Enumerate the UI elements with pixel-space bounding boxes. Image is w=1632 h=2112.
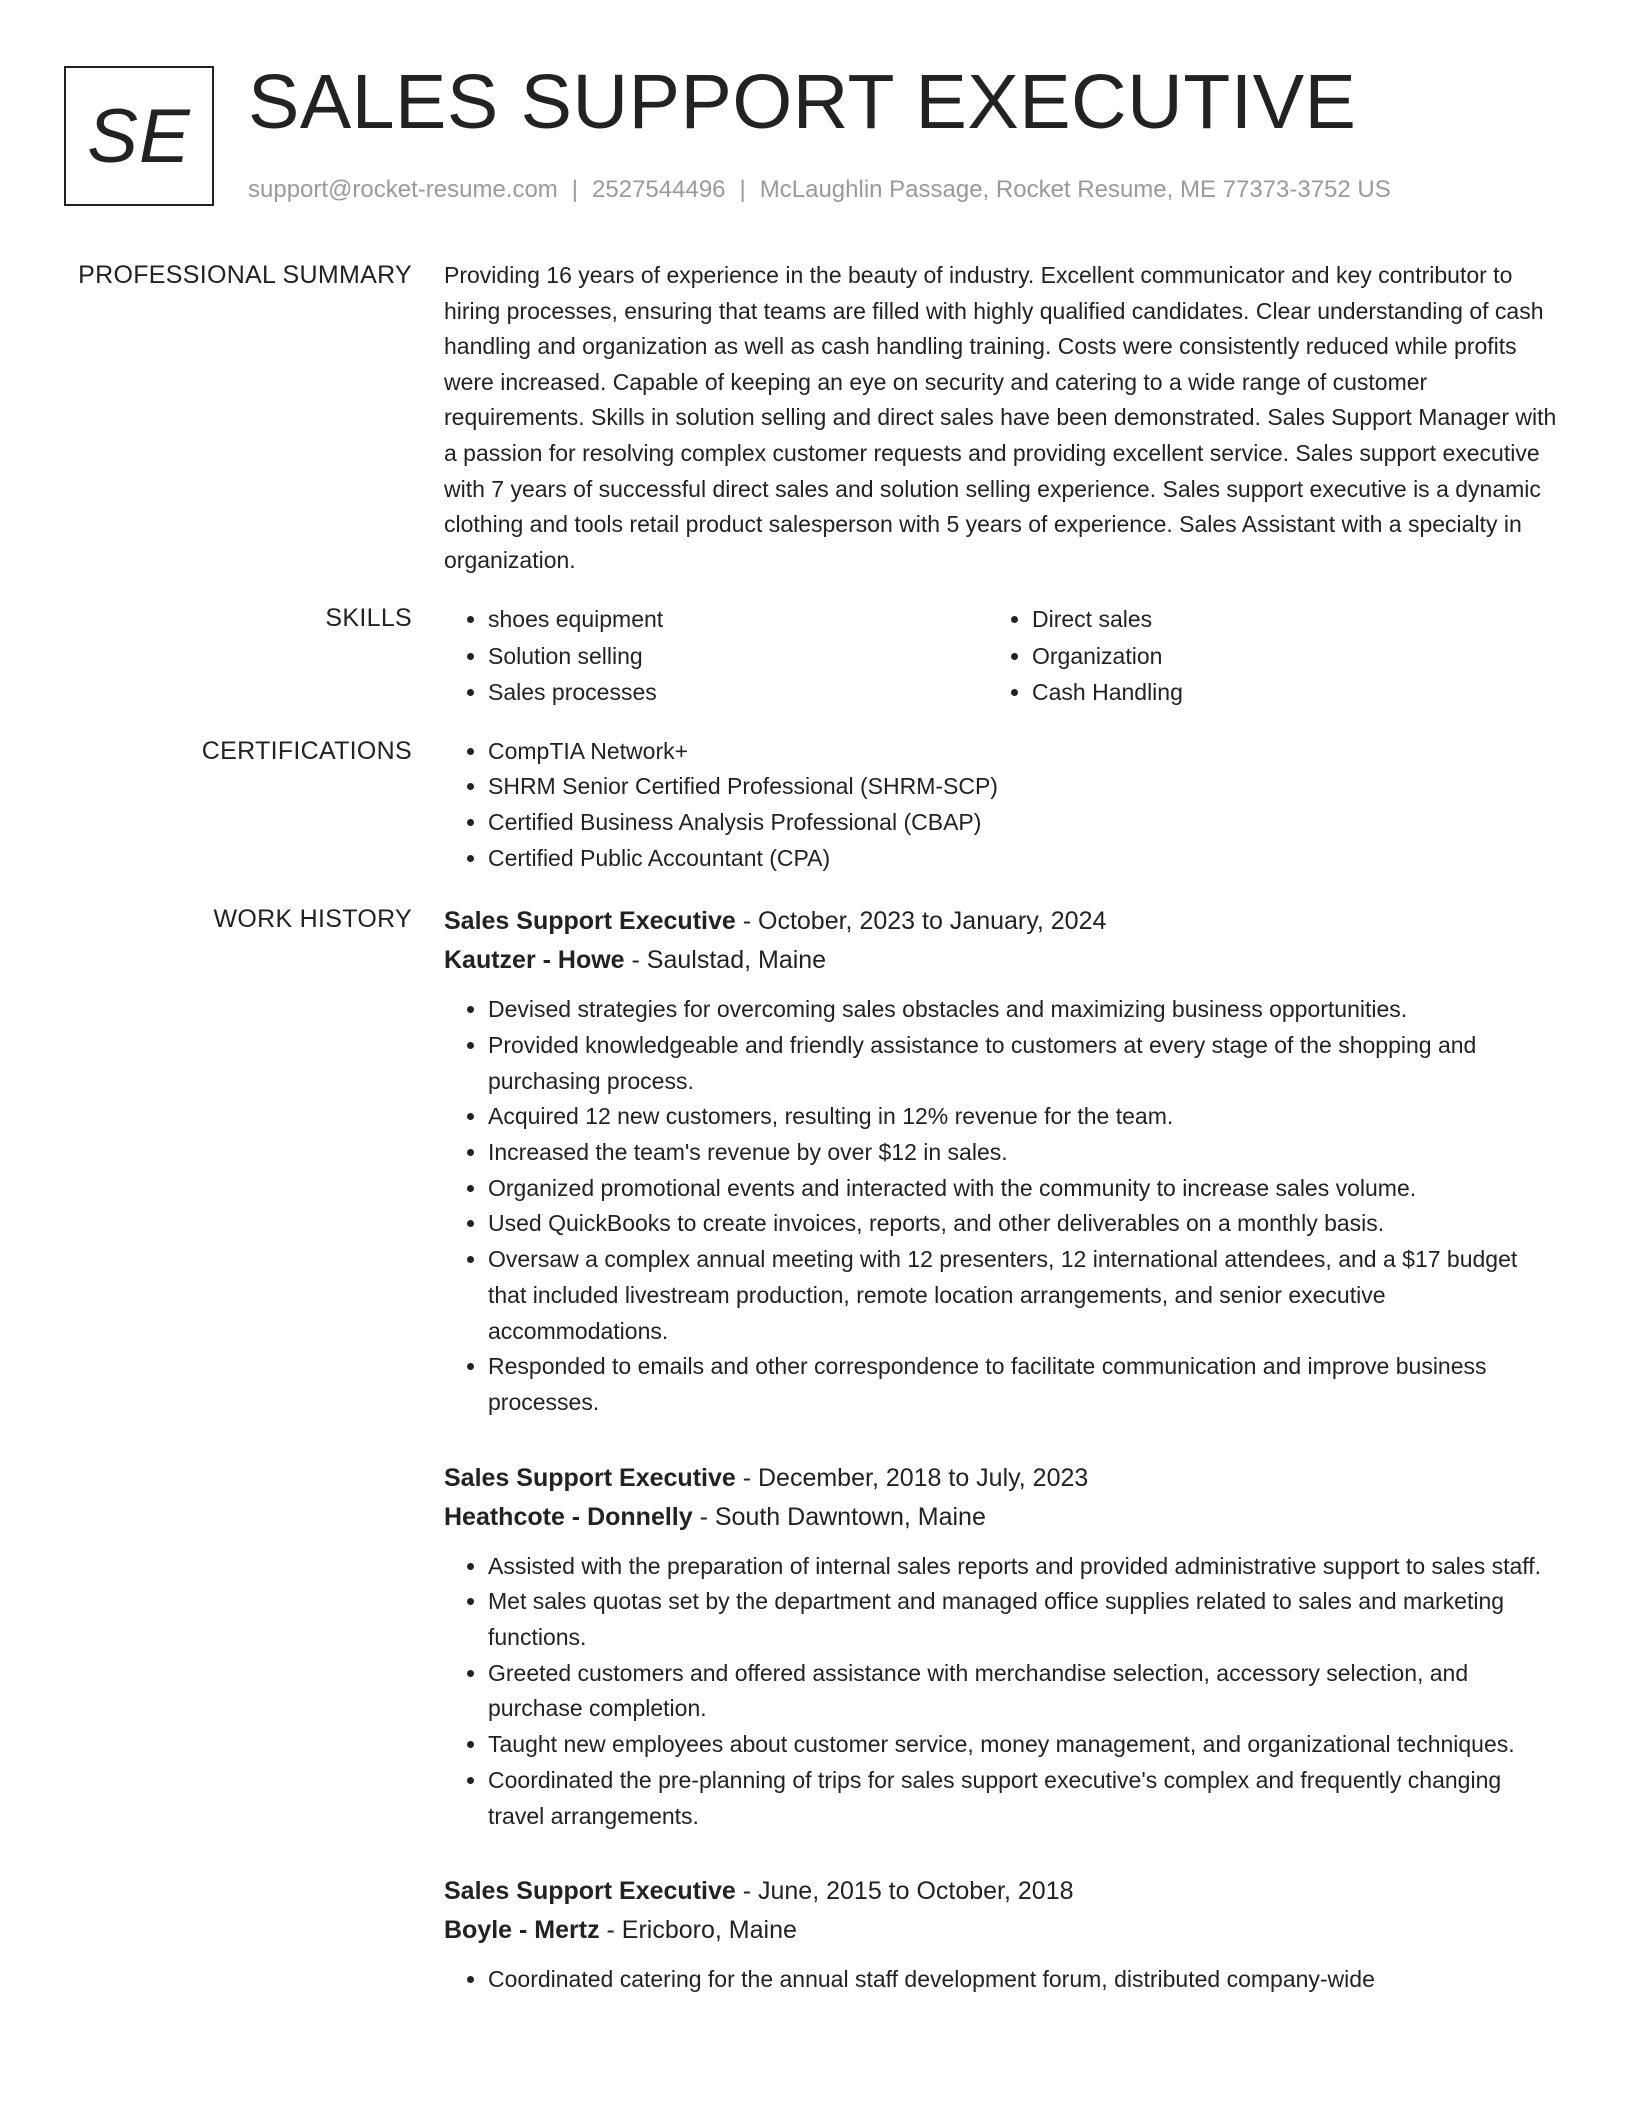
certifications-list	[444, 734, 1558, 876]
job-bullets	[444, 1962, 1558, 1998]
job-bullet: • Organized promotional events and interacted with the community to increase sales volume.	[488, 1171, 1558, 1207]
section-heading: SKILLS	[325, 604, 412, 633]
skill-item: • Solution selling	[488, 638, 988, 675]
skills-grid	[444, 601, 1558, 711]
job-heading	[444, 902, 1558, 941]
job-bullet: • Provided knowledgeable and friendly assistance to customers at every stage of the shopping and purchasing process.	[488, 1028, 1558, 1099]
section-body	[444, 902, 1558, 2036]
section-work-history	[0, 902, 1632, 2036]
job-heading	[444, 1459, 1558, 1498]
skill-item: • Sales processes	[488, 674, 988, 711]
job-employer	[444, 1911, 1558, 1950]
job-bullet: • Coordinated catering for the annual staff development forum, distributed company-wide	[488, 1962, 1558, 1998]
section-skills	[0, 601, 1632, 711]
job-employer	[444, 941, 1558, 980]
certification-item: • Certified Public Accountant (CPA)	[488, 841, 1558, 877]
section-professional-summary	[0, 258, 1632, 578]
job-bullet: • Assisted with the preparation of internal sales reports and provided administrative support to sales staff.	[488, 1549, 1558, 1585]
summary-paragraph: Providing 16 years of experience in the beauty of industry. Excellent communicator and key contributor to hiring processes, ensuring that teams are filled with highly qualified candidates. Clear understanding of cash handling and organization as well as cash handling training. Costs were consistently reduced while profits were increased. Capable of keeping an eye on security and catering to a wide range of customer requirements. Skills in solution selling and direct sales have been demonstrated. Sales Support Manager with a passion for resolving complex customer requests and providing excellent service. Sales support executive with 7 years of successful direct sales and solution selling experience. Sales support executive is a dynamic clothing and tools retail product salesperson with 5 years of experience. Sales Assistant with a specialty in organization.	[444, 262, 1557, 573]
section-heading: PROFESSIONAL SUMMARY	[78, 261, 412, 289]
certification-item: • CompTIA Network+	[488, 734, 1558, 770]
section-body	[444, 734, 1558, 876]
job-company: Heathcote - Donnelly	[444, 1502, 693, 1531]
job-bullets	[444, 992, 1558, 1420]
job-location: - South Dawntown, Maine	[692, 1502, 986, 1531]
job-employer	[444, 1498, 1558, 1537]
job-bullets	[444, 1549, 1558, 1835]
job-bullet: • Greeted customers and offered assistance with merchandise selection, accessory selection, and purchase completion.	[488, 1656, 1558, 1727]
job-title: Sales Support Executive	[444, 907, 736, 936]
job-company: Boyle - Mertz	[444, 1916, 600, 1945]
job-bullet: • Used QuickBooks to create invoices, reports, and other deliverables on a monthly basis.	[488, 1206, 1558, 1242]
certification-item: • Certified Business Analysis Professional (CBAP)	[488, 805, 1558, 841]
job-entry	[444, 902, 1558, 1420]
job-bullet: • Responded to emails and other correspondence to facilitate communication and improve business processes.	[488, 1349, 1558, 1420]
job-bullet: • Coordinated the pre-planning of trips for sales support executive's complex and frequently changing travel arrangements.	[488, 1763, 1558, 1834]
certification-item: • SHRM Senior Certified Professional (SHRM-SCP)	[488, 769, 1558, 805]
resume-sections	[0, 258, 1632, 2036]
section-certifications	[0, 734, 1632, 876]
monogram-logo: SE	[64, 66, 214, 206]
job-title: Sales Support Executive	[444, 1877, 736, 1906]
skill-item: • Direct sales	[1032, 601, 1532, 638]
job-title: Sales Support Executive	[444, 1463, 736, 1492]
section-body	[444, 258, 1558, 578]
contact-email: support@rocket-resume.com	[248, 176, 558, 203]
job-heading	[444, 1872, 1558, 1911]
contact-address: McLaughlin Passage, Rocket Resume, ME 77373-3752 US	[759, 176, 1391, 203]
job-entry	[444, 1872, 1558, 1998]
skills-list-right	[988, 601, 1532, 711]
job-company: Kautzer - Howe	[444, 946, 625, 975]
contact-line	[248, 174, 1391, 206]
contact-phone: 2527544496	[592, 176, 726, 203]
job-bullet: • Oversaw a complex annual meeting with 12 presenters, 12 international attendees, and a $17 budget that included livestream production, remote location arrangements, and senior executive accommodations.	[488, 1242, 1558, 1349]
job-bullet: • Met sales quotas set by the department and managed office supplies related to sales and marketing functions.	[488, 1584, 1558, 1655]
skill-item: • Organization	[1032, 638, 1532, 675]
job-bullet: • Increased the team's revenue by over $12 in sales.	[488, 1135, 1558, 1171]
job-location: - Saulstad, Maine	[624, 946, 827, 975]
job-dates: - December, 2018 to July, 2023	[735, 1463, 1089, 1492]
job-dates: - October, 2023 to January, 2024	[735, 907, 1107, 936]
job-bullet: • Devised strategies for overcoming sales obstacles and maximizing business opportunities.	[488, 992, 1558, 1028]
skill-item: • shoes equipment	[488, 601, 988, 638]
job-entry	[444, 1459, 1558, 1835]
skills-list-left	[444, 601, 988, 711]
contact-separator: |	[739, 176, 746, 203]
contact-separator: |	[571, 176, 579, 203]
section-heading: WORK HISTORY	[213, 905, 412, 934]
skill-item: • Cash Handling	[1032, 674, 1532, 711]
section-heading: CERTIFICATIONS	[201, 736, 412, 765]
job-dates: - June, 2015 to October, 2018	[735, 1877, 1074, 1906]
job-bullet: • Taught new employees about customer service, money management, and organizational techniques.	[488, 1727, 1558, 1763]
resume-title: SALES SUPPORT EXECUTIVE	[248, 59, 1357, 145]
job-bullet: • Acquired 12 new customers, resulting in 12% revenue for the team.	[488, 1099, 1558, 1135]
job-location: - Ericboro, Maine	[599, 1916, 797, 1945]
